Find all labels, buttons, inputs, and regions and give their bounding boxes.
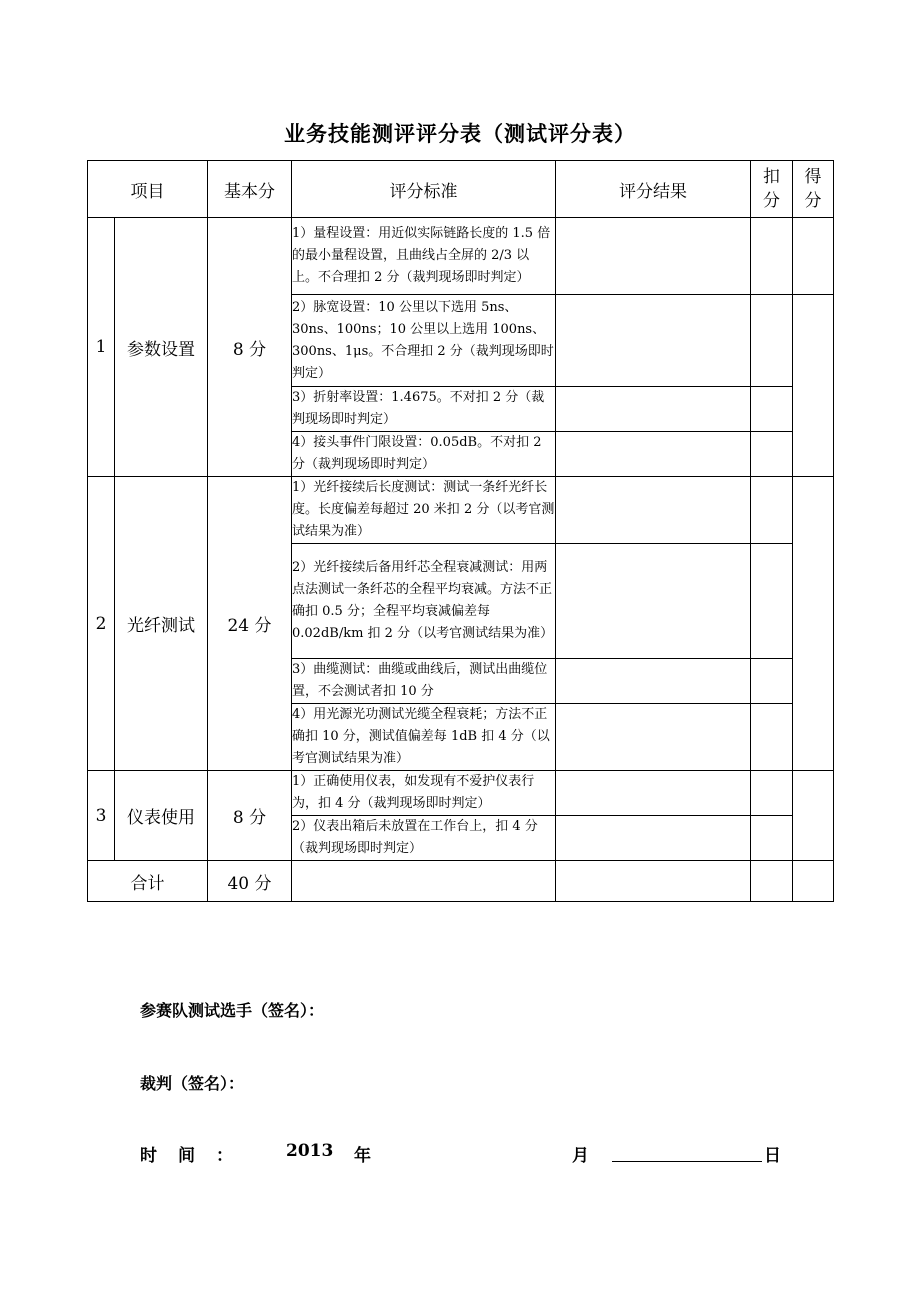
criteria-cell: 3）曲缆测试：曲缆或曲线后，测试出曲缆位置，不会测试者扣 10 分: [292, 659, 556, 704]
section-base-score: 24 分: [208, 477, 292, 771]
result-cell[interactable]: [556, 477, 751, 544]
date-line: [140, 1141, 790, 1165]
section-number: 3: [88, 771, 115, 861]
header-score-line-2: 分: [804, 191, 822, 211]
header-item: 项目: [88, 161, 208, 218]
criteria-cell: 2）仪表出箱后未放置在工作台上，扣 4 分（裁判现场即时判定）: [292, 816, 556, 861]
total-label: 合计: [88, 861, 208, 902]
criteria-cell: 3）折射率设置：1.4675。不对扣 2 分（裁判现场即时判定）: [292, 387, 556, 432]
section-number: 1: [88, 218, 115, 477]
criteria-cell: 2）光纤接续后备用纤芯全程衰减测试：用两点法测试一条纤芯的全程平均衰减。方法不正确扣 0.5 分；全程平均衰减偏差每 0.02dB/km 扣 2 分（以考官测试结果为准）: [292, 544, 556, 659]
result-cell[interactable]: [556, 432, 751, 477]
total-result-cell[interactable]: [556, 861, 751, 902]
criteria-cell: 1）量程设置：用近似实际链路长度的 1.5 倍的最小量程设置，且曲线占全屏的 2/3 以上。不合理扣 2 分（裁判现场即时判定）: [292, 218, 556, 295]
total-deduct-cell[interactable]: [751, 861, 793, 902]
deduct-cell[interactable]: [751, 387, 793, 432]
section-base-score: 8 分: [208, 771, 292, 861]
team-signature-label: 参赛队测试选手（签名）：: [140, 1001, 325, 1020]
score-table: [87, 160, 834, 902]
date-year: 2013: [286, 1141, 334, 1161]
criteria-cell: 1）正确使用仪表，如发现有不爱护仪表行为，扣 4 分（裁判现场即时判定）: [292, 771, 556, 816]
deduct-cell[interactable]: [751, 659, 793, 704]
criteria-cell: 4）接头事件门限设置：0.05dB。不对扣 2 分（裁判现场即时判定）: [292, 432, 556, 477]
header-row: [88, 161, 834, 218]
header-deduct: [751, 161, 793, 218]
result-cell[interactable]: [556, 816, 751, 861]
section-name: 参数设置: [115, 218, 208, 477]
header-deduct-line-1: 扣: [763, 167, 780, 187]
result-cell[interactable]: [556, 771, 751, 816]
header-deduct-line-2: 分: [763, 191, 780, 211]
date-day-unit: 日: [764, 1146, 781, 1166]
result-cell[interactable]: [556, 295, 751, 387]
deduct-cell[interactable]: [751, 704, 793, 771]
deduct-cell[interactable]: [751, 477, 793, 544]
date-year-unit: 年: [354, 1146, 371, 1166]
section-base-score: 8 分: [208, 218, 292, 477]
deduct-cell[interactable]: [751, 295, 793, 387]
criteria-cell: 2）脉宽设置：10 公里以下选用 5ns、30ns、100ns；10 公里以上选用 100ns、300ns、1μs。不合理扣 2 分（裁判现场即时判定）: [292, 295, 556, 387]
total-criteria-cell: [292, 861, 556, 902]
deduct-cell[interactable]: [751, 816, 793, 861]
total-row: [88, 861, 834, 902]
result-cell[interactable]: [556, 387, 751, 432]
date-month-unit: 月: [572, 1146, 589, 1166]
total-value: 40 分: [208, 861, 292, 902]
deduct-cell[interactable]: [751, 544, 793, 659]
criteria-cell: 1）光纤接续后长度测试：测试一条纤光纤长度。长度偏差每超过 20 米扣 2 分（以考官测试结果为准）: [292, 477, 556, 544]
result-cell[interactable]: [556, 659, 751, 704]
table-row: [88, 477, 834, 544]
table-row: [88, 218, 834, 295]
deduct-cell[interactable]: [751, 218, 793, 295]
total-score-cell[interactable]: [793, 861, 834, 902]
table-row: [88, 771, 834, 816]
header-base-score: 基本分: [208, 161, 292, 218]
score-cell[interactable]: [793, 218, 834, 295]
score-cell[interactable]: [793, 477, 834, 771]
date-colon: ：: [216, 1146, 233, 1166]
header-score-line-1: 得: [804, 167, 822, 187]
page-title: 业务技能测评评分表（测试评分表）: [284, 121, 636, 146]
deduct-cell[interactable]: [751, 771, 793, 816]
date-day-blank[interactable]: [612, 1161, 762, 1162]
deduct-cell[interactable]: [751, 432, 793, 477]
header-criteria: 评分标准: [292, 161, 556, 218]
header-result: 评分结果: [556, 161, 751, 218]
date-label-2: 间: [178, 1146, 195, 1166]
result-cell[interactable]: [556, 704, 751, 771]
section-number: 2: [88, 477, 115, 771]
section-name: 光纤测试: [115, 477, 208, 771]
date-label-1: 时: [140, 1146, 157, 1166]
score-cell[interactable]: [793, 295, 834, 477]
header-score: [793, 161, 834, 218]
result-cell[interactable]: [556, 218, 751, 295]
score-cell[interactable]: [793, 771, 834, 861]
section-name: 仪表使用: [115, 771, 208, 861]
judge-signature-label: 裁判（签名）：: [140, 1074, 245, 1093]
criteria-cell: 4）用光源光功测试光缆全程衰耗；方法不正确扣 10 分，测试值偏差每 1dB 扣 4 分（以考官测试结果为准）: [292, 704, 556, 771]
result-cell[interactable]: [556, 544, 751, 659]
